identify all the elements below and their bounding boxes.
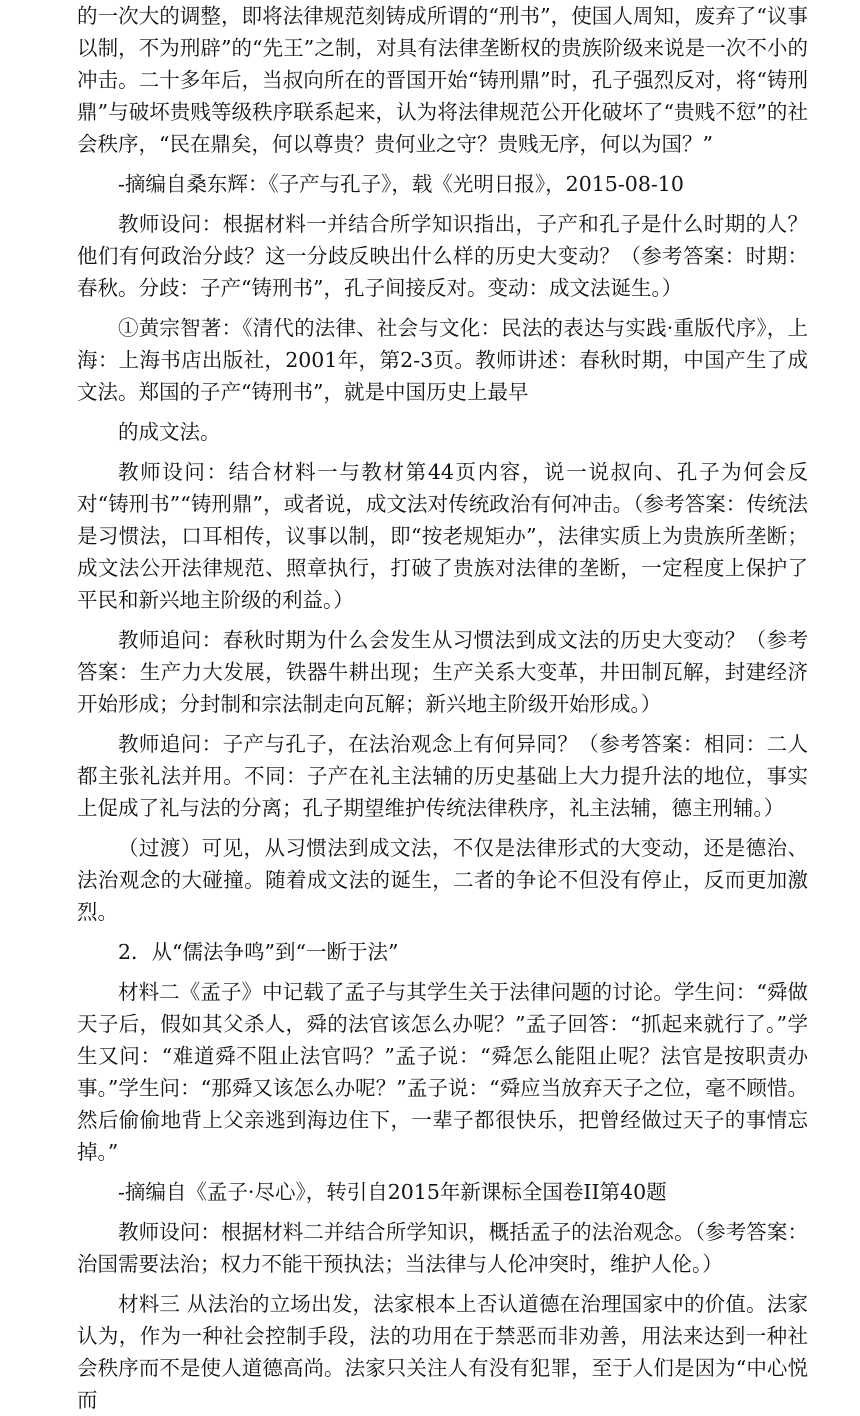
teacher-question: 教师设问：结合材料一与教材第44页内容，说一说叔向、孔子为何会反对“铸刑书”“铸刑鼎”，或者说，成文法对传统政治有何冲击。（参考答案：传统法是习惯法，口耳相传，议事以制，即“按老规矩办”，法律实质上为贵族所垄断；成文法公开法律规范、照章执行，打破了贵族对法律的垄断，一定程度上保护了平民和新兴地主阶级的利益。） <box>77 460 808 612</box>
paragraph-fragment: 的成文法。 <box>118 420 221 444</box>
teacher-question: 教师设问：根据材料一并结合所学知识指出，子产和孔子是什么时期的人？他们有何政治分歧？这一分歧反映出什么样的历史大变动？（参考答案：时期：春秋。分歧：子产“铸刑书”，孔子间接反对。变动：成文法诞生。） <box>77 212 808 300</box>
document-page <box>77 0 808 1412</box>
teacher-followup: 教师追问：子产与孔子，在法治观念上有何异同？（参考答案：相同：二人都主张礼法并用。不同：子产在礼主法辅的历史基础上大力提升法的地位，事实上促成了礼与法的分离；孔子期望维护传统法律秩序，礼主法辅，德主刑辅。） <box>77 732 808 820</box>
material-two: 材料二《孟子》中记载了孟子与其学生关于法律问题的讨论。学生问：“舜做天子后，假如其父杀人，舜的法官该怎么办呢？”孟子回答：“抓起来就行了。”学生又问：“难道舜不阻止法官吗？”孟子说：“舜怎么能阻止呢？法官是按职责办事。”学生问：“那舜又该怎么办呢？”孟子说：“舜应当放弃天子之位，毫不顾惜。然后偷偷地背上父亲逃到海边住下，一辈子都很快乐，把曾经做过天子的事情忘掉。” <box>77 980 808 1164</box>
teacher-followup: 教师追问：春秋时期为什么会发生从习惯法到成文法的历史大变动？（参考答案：生产力大发展，铁器牛耕出现；生产关系大变革，井田制瓦解，封建经济开始形成；分封制和宗法制走向瓦解；新兴地主阶级开始形成。） <box>77 628 808 716</box>
teacher-question: 教师设问：根据材料二并结合所学知识，概括孟子的法治观念。（参考答案：治国需要法治；权力不能干预执法；当法律与人伦冲突时，维护人伦。） <box>77 1220 808 1276</box>
material-three: 材料三 从法治的立场出发，法家根本上否认道德在治理国家中的价值。法家认为，作为一种社会控制手段，法的功用在于禁恶而非劝善，用法来达到一种社会秩序而不是使人道德高尚。法家只关注人有没有犯罪，至于人们是因为“中心悦而 <box>77 1292 808 1412</box>
transition-paragraph: （过渡）可见，从习惯法到成文法，不仅是法律形式的大变动，还是德治、法治观念的大碰撞。随着成文法的诞生，二者的争论不但没有停止，反而更加激烈。 <box>77 836 808 924</box>
source-citation: -摘编自《孟子·尽心》，转引自2015年新课标全国卷II第40题 <box>118 1180 667 1204</box>
paragraph-continuation: 的一次大的调整，即将法律规范刻铸成所谓的“刑书”，使国人周知，废弃了“议事以制，不为刑辟”的“先王”之制，对具有法律垄断权的贵族阶级来说是一次不小的冲击。二十多年后，当叔向所在的晋国开始“铸刑鼎”时，孔子强烈反对，将“铸刑鼎”与破坏贵贱等级秩序联系起来，认为将法律规范公开化破坏了“贵贱不愆”的社会秩序，“民在鼎矣，何以尊贵？贵何业之守？贵贱无序，何以为国？” <box>77 4 808 156</box>
footnote-paragraph: ①黄宗智著：《清代的法律、社会与文化：民法的表达与实践·重版代序》，上海：上海书店出版社，2001年，第2-3页。教师讲述：春秋时期，中国产生了成文法。郑国的子产“铸刑书”，就是中国历史上最早 <box>77 316 808 404</box>
source-citation: -摘编自桑东辉：《子产与孔子》，载《光明日报》，2015-08-10 <box>118 172 684 196</box>
section-heading: 2．从“儒法争鸣”到“一断于法” <box>118 940 399 964</box>
